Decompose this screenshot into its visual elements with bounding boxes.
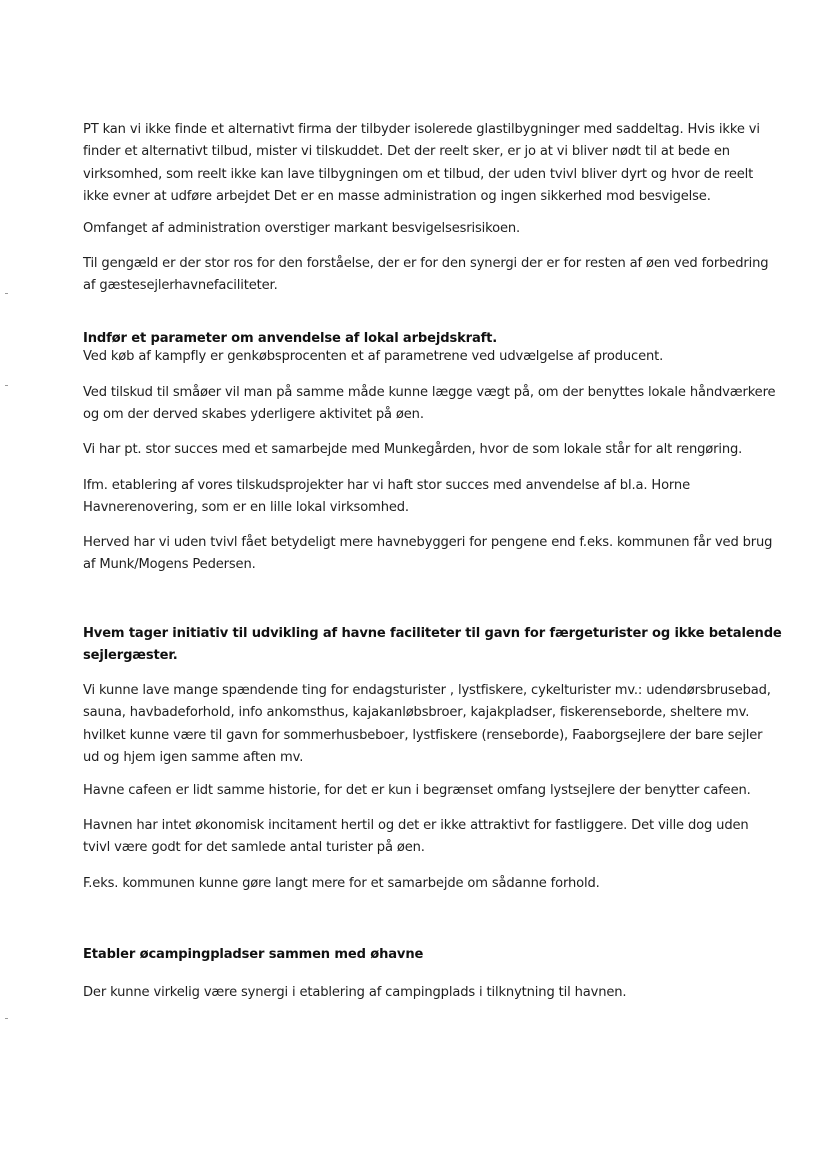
text-line: finder et alternativt tilbud, mister vi tilskuddet. Det der reelt sker, er jo at vi bliver nødt til at bede en <box>83 144 730 160</box>
section-heading: Indfør et parameter om anvendelse af lokal arbejdskraft. <box>83 331 498 346</box>
text-line: ikke evner at udføre arbejdet Det er en masse administration og ingen sikkerhed mod besvigelse. <box>83 188 711 204</box>
text-line: Vi kunne lave mange spændende ting for endagsturister , lystfiskere, cykelturister mv.: udendørsbrusebad, <box>83 683 771 698</box>
text-line: PT kan vi ikke finde et alternativt firma der tilbyder isolerede glastilbygninger med saddeltag. Hvis ikke vi <box>83 122 760 137</box>
text-line: F.eks. kommunen kunne gøre langt mere for et samarbejde om sådanne forhold. <box>83 876 600 891</box>
section <box>83 328 763 369</box>
section-heading: sejlergæster. <box>83 648 178 664</box>
text-line: Ved køb af kampfly er genkøbsprocenten et af parametrene ved udvælgelse af producent. <box>83 349 664 365</box>
text-line: og om der derved skabes yderligere aktivitet på øen. <box>83 407 424 423</box>
section <box>83 623 782 668</box>
text-line: Der kunne virkelig være synergi i etablering af campingplads i tilknytning til havnen. <box>83 985 627 1000</box>
paragraph <box>83 253 769 298</box>
text-line: ud og hjem igen samme aften mv. <box>83 749 304 765</box>
text-line: Omfanget af administration overstiger markant besvigelsesrisikoen. <box>83 221 521 236</box>
text-line: Til gengæld er der stor ros for den forståelse, der er for den synergi der er for resten af øen ved forbedring <box>83 256 769 271</box>
margin-mark <box>5 385 8 386</box>
paragraph <box>83 873 763 895</box>
text-line: sauna, havbadeforhold, info ankomsthus, kajakanløbsbroer, kajakpladser, fiskerenseborde, sheltere mv. <box>83 705 750 721</box>
paragraph <box>83 532 773 577</box>
text-line: Havne cafeen er lidt samme historie, for det er kun i begrænset omfang lystsejlere der benytter cafeen. <box>83 783 751 798</box>
paragraph <box>83 218 763 240</box>
margin-mark <box>5 293 8 294</box>
text-line: Vi har pt. stor succes med et samarbejde med Munkegården, hvor de som lokale står for alt rengøring. <box>83 442 743 457</box>
text-line: virksomhed, som reelt ikke kan lave tilbygningen om et tilbud, der uden tvivl bliver dyrt og hvor de reelt <box>83 166 754 182</box>
paragraph <box>83 119 763 208</box>
text-line: af Munk/Mogens Pedersen. <box>83 557 256 573</box>
text-line: af gæstesejlerhavnefaciliteter. <box>83 278 278 294</box>
text-line: Herved har vi uden tvivl fået betydeligt mere havnebyggeri for pengene end f.eks. kommunen får ved brug <box>83 535 773 550</box>
section-heading: Hvem tager initiativ til udvikling af havne faciliteter til gavn for færgeturister og ikke betalende <box>83 626 782 641</box>
paragraph <box>83 780 763 802</box>
paragraph <box>83 982 763 1004</box>
margin-mark <box>5 1018 8 1019</box>
paragraph <box>83 382 776 427</box>
text-line: tvivl være godt for det samlede antal turister på øen. <box>83 840 425 856</box>
paragraph <box>83 439 763 461</box>
paragraph <box>83 475 763 520</box>
text-line: Ved tilskud til småøer vil man på samme måde kunne lægge vægt på, om der benyttes lokale håndværkere <box>83 385 776 400</box>
text-line: hvilket kunne være til gavn for sommerhusbeboer, lystfiskere (renseborde), Faaborgsejlere der bare sejler <box>83 727 763 743</box>
text-line: Ifm. etablering af vores tilskudsprojekter har vi haft stor succes med anvendelse af bl.a. Horne <box>83 478 690 493</box>
paragraph <box>83 680 771 769</box>
section-heading: Etabler øcampingpladser sammen med øhavne <box>83 947 424 962</box>
text-line: Havnen har intet økonomisk incitament hertil og det er ikke attraktivt for fastliggere. Det ville dog uden <box>83 818 749 833</box>
section <box>83 944 763 966</box>
text-line: Havnerenovering, som er en lille lokal virksomhed. <box>83 500 409 516</box>
paragraph <box>83 815 763 860</box>
